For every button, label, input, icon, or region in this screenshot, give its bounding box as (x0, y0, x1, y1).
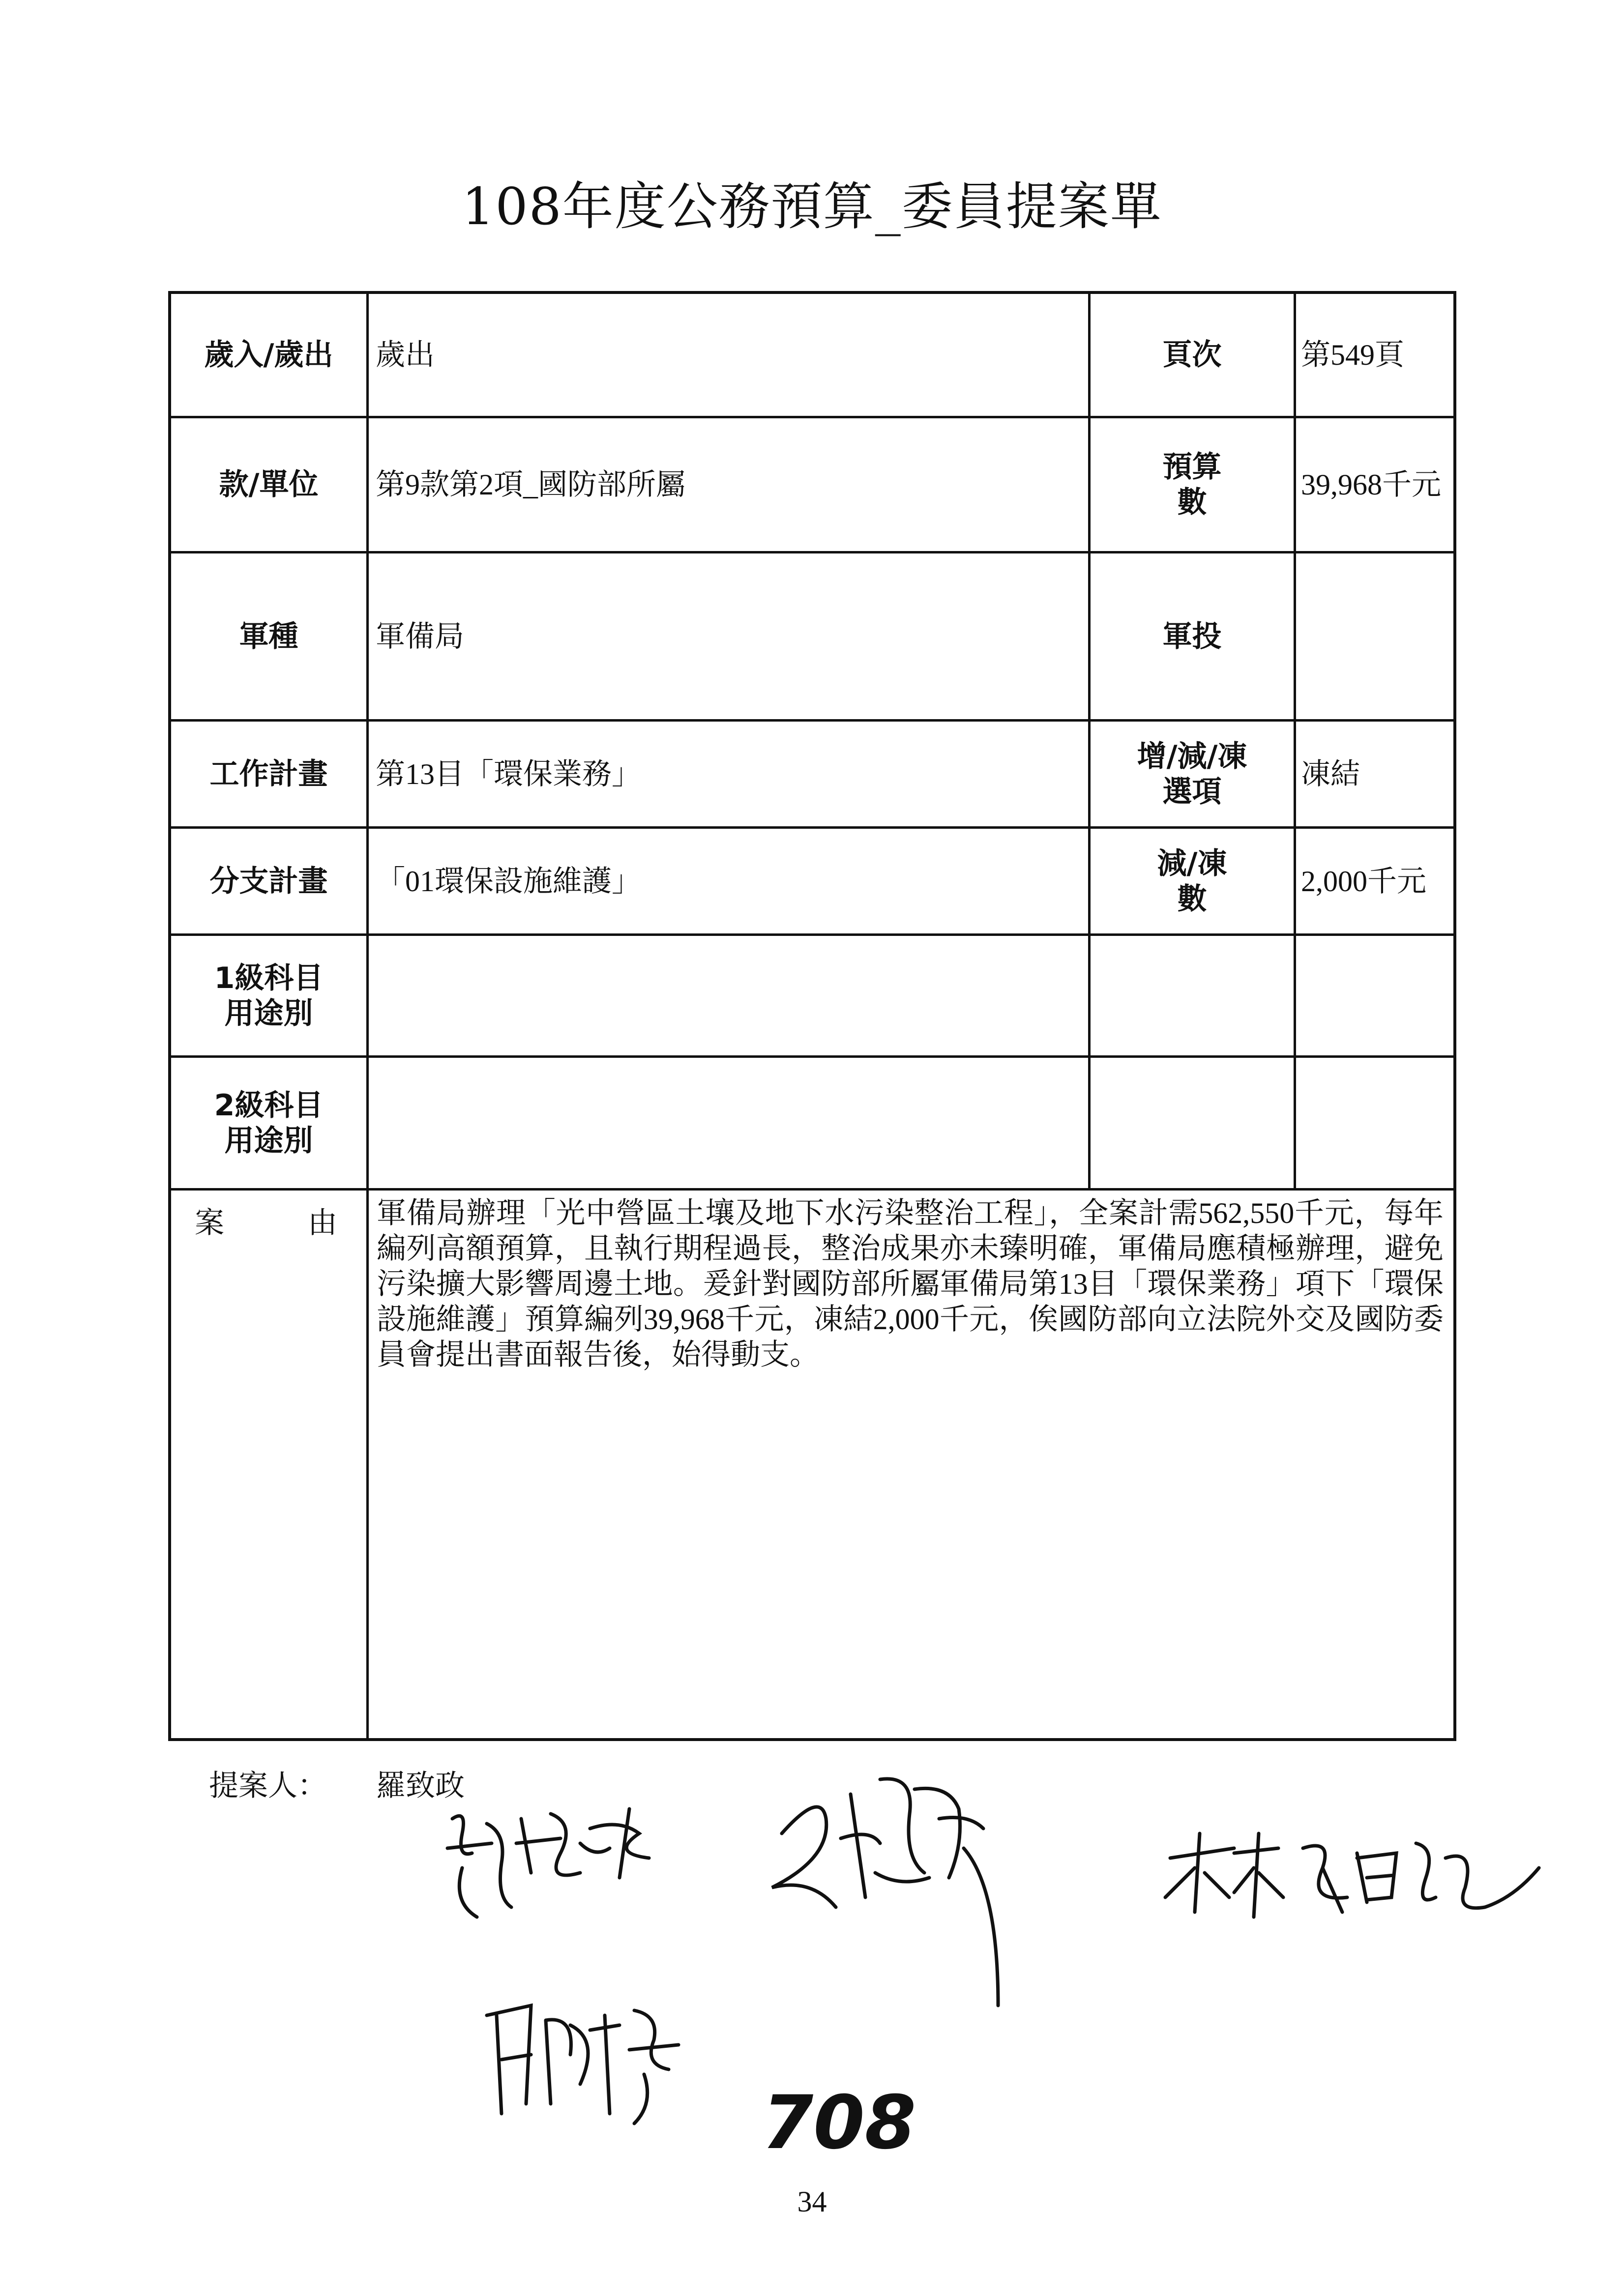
handwritten-page-number (757, 2079, 916, 2166)
handwritten-signature (1160, 1814, 1544, 1942)
field-label: 頁次 (1162, 338, 1222, 372)
handwritten-signature (472, 1986, 708, 2133)
reason-text: 軍備局辦理「光中營區土壤及地下水污染整治工程」，全案計需562,550千元，每年編列高額預算，且執行期程過長，整治成果亦未臻明確，軍備局應積極辦理，避免污染擴大影響周邊土地。爰針對國防部所屬軍備局第13目「環保業務」項下「環保設施維護」預算編列39,968千元，凍結2,000千元，俟國防部向立法院外交及國防委員會提出書面報告後，始得動支。 (377, 1197, 1444, 1371)
proposal-form-table (168, 291, 1456, 1741)
table-row (171, 1058, 1453, 1191)
table-row (171, 294, 1453, 418)
field-value: 第9款第2項_國防部所屬 (376, 468, 685, 501)
field-label-line2: 數 (1177, 485, 1207, 520)
field-label: 1級科目 (214, 960, 324, 995)
field-label: 軍種 (239, 619, 298, 654)
table-row (171, 936, 1453, 1058)
field-label-line2: 用途別 (224, 1123, 313, 1158)
field-label: 款/單位 (219, 467, 319, 502)
field-label-line2: 用途別 (224, 996, 313, 1031)
field-label: 2級科目 (214, 1088, 324, 1123)
proposer-name: 羅致政 (376, 1770, 465, 1802)
field-label: 增/減/凍 (1137, 739, 1247, 774)
field-label: 歲入/歲出 (204, 338, 333, 372)
reason-label: 案 由 (195, 1207, 337, 1239)
field-value: 凍結 (1301, 757, 1360, 790)
field-value: 第13目「環保業務」 (376, 757, 641, 790)
form-title: 108年度公務預算_委員提案單 (462, 176, 1162, 236)
svg-text:708: 708 (762, 2080, 916, 2166)
field-value: 39,968千元 (1301, 468, 1441, 501)
handwritten-signature (752, 1760, 1037, 2015)
field-value: 第549頁 (1301, 339, 1404, 371)
table-row (171, 829, 1453, 936)
field-label-line2: 選項 (1162, 774, 1222, 809)
field-value: 2,000千元 (1301, 865, 1426, 898)
reason-label-cell (171, 1191, 369, 1738)
field-value: 「01環保設施維護」 (376, 865, 641, 898)
table-row (171, 553, 1453, 722)
table-row (171, 418, 1453, 553)
reason-row (171, 1191, 1453, 1738)
field-label-line2: 數 (1177, 881, 1207, 916)
field-label: 工作計畫 (209, 756, 328, 791)
page-number: 34 (797, 2185, 827, 2218)
handwritten-signature (433, 1789, 708, 1937)
table-row (171, 722, 1453, 829)
field-value: 歲出 (376, 339, 435, 371)
field-label: 預算 (1162, 450, 1222, 484)
field-value: 軍備局 (376, 620, 464, 653)
field-label: 分支計畫 (209, 864, 328, 899)
field-label: 軍投 (1162, 619, 1222, 654)
field-label: 減/凍 (1157, 846, 1227, 881)
proposer-label: 提案人： (209, 1770, 327, 1802)
